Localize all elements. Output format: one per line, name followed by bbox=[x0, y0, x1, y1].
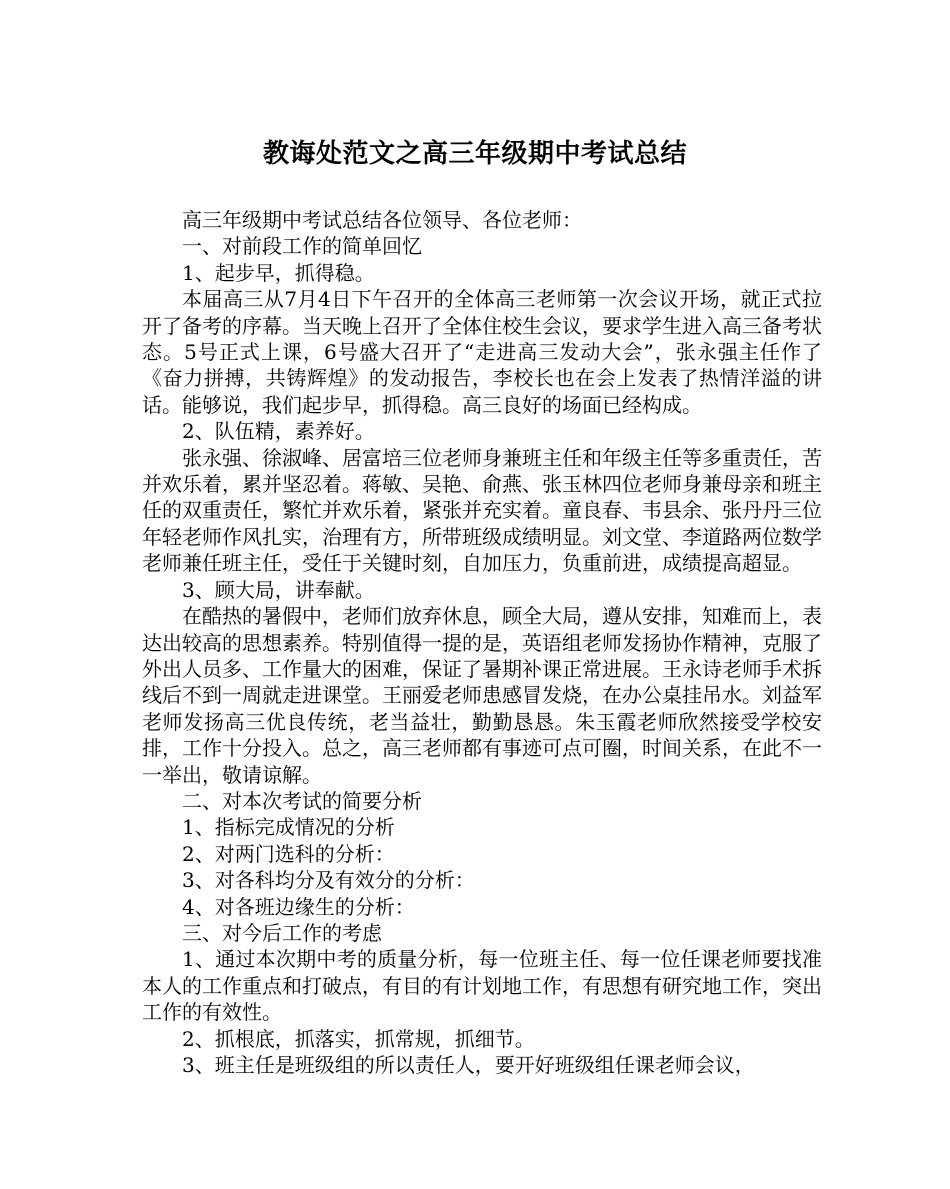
sub-heading: 3、对各科均分及有效分的分析： bbox=[182, 868, 475, 893]
sub-heading: 4、对各班边缘生的分析： bbox=[182, 894, 415, 919]
paragraph: 本届高三从7月4日下午召开的全体高三老师第一次会议开场，就正式拉开了备考的序幕。当天晚上召开了全体住校生会议，要求学生进入高三备考状态。5号正式上课，6号盛大召开了“走进高三发动大会”，张永强主任作了《奋力拼搏，共铸辉煌》的发动报告，李校长也在会上发表了热情洋溢的讲话。能够说，我们起步早，抓得稳。高三良好的场面已经构成。 bbox=[142, 287, 822, 417]
sub-heading: 1、起步早，抓得稳。 bbox=[182, 260, 375, 285]
section-heading: 一、对前段工作的简单回忆 bbox=[182, 234, 422, 259]
sub-heading: 2、对两门选科的分析： bbox=[182, 841, 395, 866]
paragraph: 3、班主任是班级组的所以责任人，要开好班级组任课老师会议， bbox=[182, 1053, 755, 1077]
paragraph: 张永强、徐淑峰、居富培三位老师身兼班主任和年级主任等多重责任，苦并欢乐着，累并坚忍着。蒋敏、吴艳、俞燕、张玉林四位老师身兼母亲和班主任的双重责任，繁忙并欢乐着，紧张并充实着。童良春、韦县余、张丹丹三位年轻老师作风扎实，治理有方，所带班级成绩明显。刘文堂、李道路两位数学老师兼任班主任，受任于关键时刻，自加压力，负重前进，成绩提高超显。 bbox=[142, 445, 822, 576]
sub-heading: 1、指标完成情况的分析 bbox=[182, 815, 395, 840]
document-body bbox=[142, 207, 822, 1078]
paragraph: 在酷热的暑假中，老师们放弃休息，顾全大局，遵从安排，知难而上，表达出较高的思想素养。特别值得一提的是，英语组老师发扬协作精神，克服了外出人员多、工作量大的困难，保证了暑期补课正常进展。王永诗老师手术拆线后不到一周就走进课堂。王丽爱老师患感冒发烧，在办公桌挂吊水。刘益军老师发扬高三优良传统，老当益壮，勤勤恳恳。朱玉霞老师欣然接受学校安排，工作十分投入。总之，高三老师都有事迹可点可圈，时间关系，在此不一一举出，敬请谅解。 bbox=[142, 604, 822, 787]
section-heading: 三、对今后工作的考虑 bbox=[182, 920, 382, 945]
section-heading: 二、对本次考试的简要分析 bbox=[182, 788, 422, 813]
paragraph: 2、抓根底，抓落实，抓常规，抓细节。 bbox=[182, 1026, 535, 1051]
paragraph: 高三年级期中考试总结各位领导、各位老师： bbox=[182, 208, 582, 232]
paragraph: 1、通过本次期中考的质量分析，每一位班主任、每一位任课老师要找准本人的工作重点和打破点，有目的有计划地工作，有思想有研究地工作，突出工作的有效性。 bbox=[142, 947, 822, 1025]
sub-heading: 3、顾大局，讲奉献。 bbox=[182, 577, 375, 602]
sub-heading: 2、队伍精，素养好。 bbox=[182, 419, 375, 444]
document-title: 教诲处范文之高三年级期中考试总结 bbox=[262, 139, 687, 169]
